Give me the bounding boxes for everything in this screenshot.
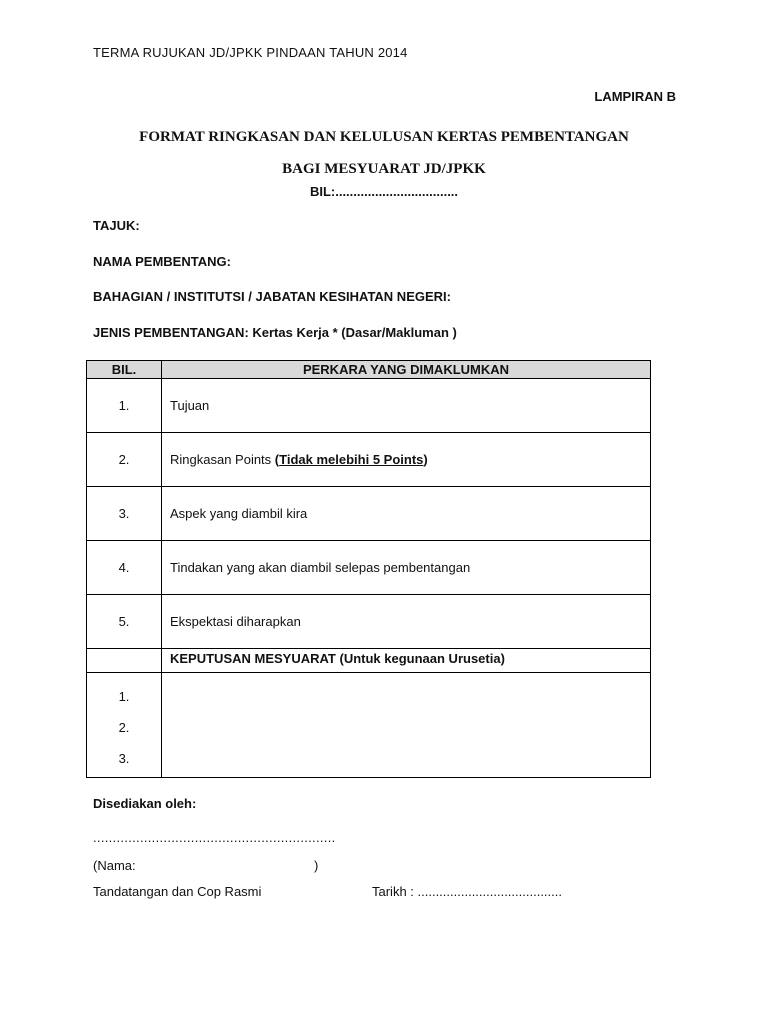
row-text: Tindakan yang akan diambil selepas pembentangan [162,541,651,595]
keputusan-heading: KEPUTUSAN MESYUARAT (Untuk kegunaan Urusetia) [162,649,651,673]
row-number: 4. [87,541,162,595]
bahagian-label: BAHAGIAN / INSTITUTSI / JABATAN KESIHATAN NEGERI: [93,289,451,304]
row-number: 2. [87,433,162,487]
paren-close: ) [423,452,428,467]
signature-line: .............................................................. [93,830,336,845]
keputusan-number: 1. [118,689,130,704]
table-row [87,541,651,595]
row-text: Tujuan [162,379,651,433]
table-row [87,379,651,433]
table-header-bil: BIL. [87,361,162,379]
table-row [87,487,651,541]
summary-table [86,360,651,778]
paren-open: ( [274,452,280,467]
keputusan-numbers-cell [87,673,162,778]
row-emphasis: Tidak melebihi 5 Points [279,452,424,467]
row-text: Ekspektasi diharapkan [162,595,651,649]
row-text-ringkasan [162,433,651,487]
row-number: 1. [87,379,162,433]
jenis-pembentangan-label: JENIS PEMBENTANGAN: Kertas Kerja * (Dasar/Makluman ) [93,325,457,340]
table-header-row [87,361,651,379]
table-row [87,595,651,649]
signature-stamp-label: Tandatangan dan Cop Rasmi [93,884,262,899]
keputusan-header-row [87,649,651,673]
row-number: 5. [87,595,162,649]
tajuk-label: TAJUK: [93,218,140,233]
keputusan-content-cell[interactable] [162,673,651,778]
bil-number-line: BIL:.................................. [309,184,459,199]
date-label: Tarikh : ........................................ [372,884,562,899]
row-text: Ringkasan Points [170,452,272,467]
keputusan-empty-cell [87,649,162,673]
document-subtitle: BAGI MESYUARAT JD/JPKK [282,161,486,177]
table-header-perkara: PERKARA YANG DIMAKLUMKAN [162,361,651,379]
nama-pembentang-label: NAMA PEMBENTANG: [93,254,231,269]
document-reference: TERMA RUJUKAN JD/JPKK PINDAAN TAHUN 2014 [93,45,408,60]
row-number: 3. [87,487,162,541]
prepared-by-label: Disediakan oleh: [93,796,197,811]
document-title: FORMAT RINGKASAN DAN KELULUSAN KERTAS PEMBENTANGAN [139,129,629,145]
row-text: Aspek yang diambil kira [162,487,651,541]
annex-label: LAMPIRAN B [594,89,676,104]
keputusan-number: 3. [118,751,130,766]
keputusan-row [87,673,651,778]
name-label: (Nama: [93,858,136,873]
table-row [87,433,651,487]
keputusan-number: 2. [118,720,130,735]
name-close-paren: ) [314,858,319,873]
